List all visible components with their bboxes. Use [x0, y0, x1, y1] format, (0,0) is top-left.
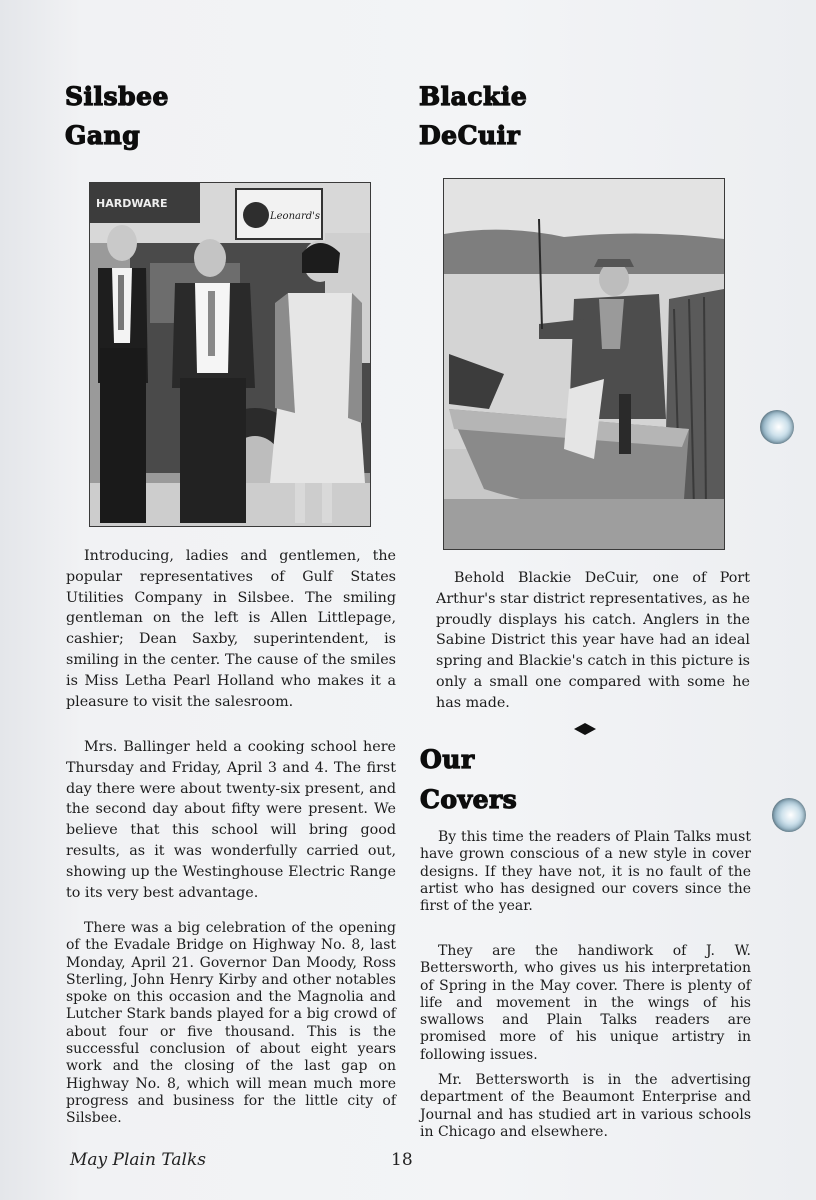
silsbee-title-line1: Silsbee: [65, 82, 169, 111]
silsbee-gang-photo: [89, 182, 371, 527]
covers-paragraph-2: They are the handiwork of J. W. Bettersworth, who gives us his interpretation of Spring in the May cover. There is plenty of life and movement in the wings of his swallows and Plain Talks readers are promised more of his unique artistry in following issues.: [420, 943, 751, 1063]
store-sign-text: Leonard's: [270, 211, 321, 222]
covers-title-line2: Covers: [420, 785, 518, 814]
section-divider-diamond-icon: [574, 723, 596, 735]
silsbee-paragraph-2: Mrs. Ballinger held a cooking school here Thursday and Friday, April 3 and 4. The first day there were about twenty-six present, and the second day about fifty were present. We believe that this school will bring good results, as it was wonderfully carried out, showing up the Westinghouse Electric Range to its very best advantage.: [66, 739, 396, 901]
covers-title-line1: Our: [420, 745, 475, 774]
binder-hole-bottom: [772, 798, 806, 832]
silsbee-title-line2: Gang: [65, 121, 141, 150]
decuir-photo: [443, 178, 725, 550]
covers-paragraph-3: Mr. Bettersworth is in the advertising department of the Beaumont Enterprise and Journal and has studied art in various schools in Chicago and elsewhere.: [420, 1072, 751, 1140]
decuir-paragraph-1: Behold Blackie DeCuir, one of Port Arthur's star district representatives, as he proudly displays his catch. Anglers in the Sabine District this year have had an ideal spring and Blackie's catch in this picture is only a small one compared with some he has made.: [436, 570, 750, 711]
silsbee-paragraph-1: Introducing, ladies and gentlemen, the popular representatives of Gulf States Utilities Company in Silsbee. The smiling gentleman on the left is Allen Littlepage, cashier; Dean Saxby, superintendent, is smiling in the center. The cause of the smiles is Miss Letha Pearl Holland who makes it a pleasure to visit the salesroom.: [66, 548, 396, 710]
hardware-sign-text: HARDWARE: [96, 197, 168, 210]
publication-footer: May Plain Talks: [70, 1150, 206, 1170]
binder-hole-top: [760, 410, 794, 444]
page-number: 18: [391, 1150, 413, 1170]
covers-paragraph-1: By this time the readers of Plain Talks must have grown conscious of a new style in cover designs. If they have not, it is no fault of the artist who has designed our covers since the first of the year.: [420, 829, 751, 915]
decuir-title-line1: Blackie: [419, 82, 528, 111]
decuir-title-line2: DeCuir: [419, 121, 521, 150]
silsbee-paragraph-3: There was a big celebration of the opening of the Evadale Bridge on Highway No. 8, last Monday, April 21. Governor Dan Moody, Ross Sterling, John Henry Kirby and other notables spoke on this occasion and the Magnolia and Lutcher Stark bands played for a big crowd of about four or five thousand. This is the successful conclusion of about eight years work and the closing of the last gap on Highway No. 8, which will mean much more progress and business for the little city of Silsbee.: [66, 920, 396, 1127]
